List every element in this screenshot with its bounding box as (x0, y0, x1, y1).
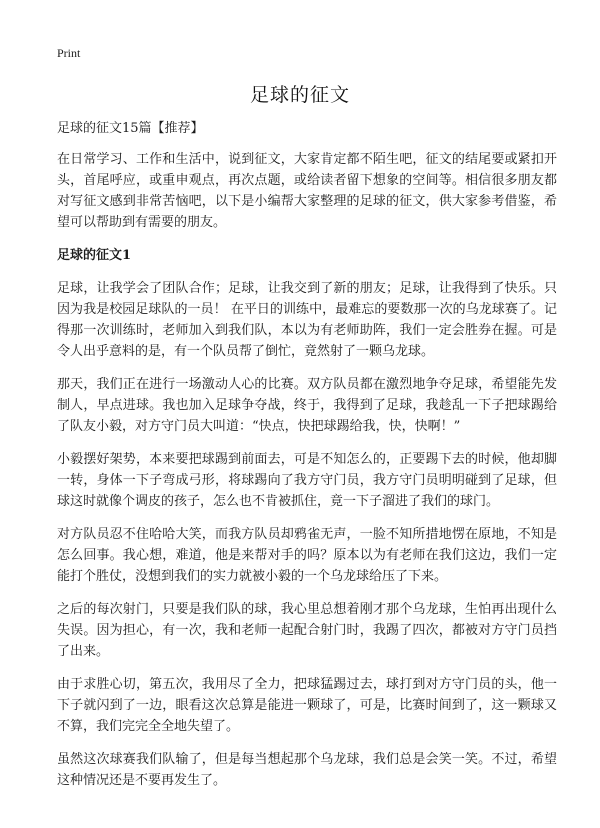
paragraph-1: 足球，让我学会了团队合作；足球，让我交到了新的朋友；足球，让我得到了快乐。只因为我是校园足球队的一员！ 在平日的训练中，最难忘的要数那一次的乌龙球赛了。记得那一次训练时，老师加入到我们队，本以为有老师助阵，我们一定会胜券在握。可是令人出乎意料的是，有一个队员帮了倒忙，竟然射了一颗乌龙球。 (57, 281, 557, 359)
section-heading: 足球的征文1 (57, 248, 132, 263)
paragraph-4: 对方队员忍不住哈哈大笑，而我方队员却鸦雀无声，一脸不知所措地愣在原地，不知是怎么回事。我心想，难道，他是来帮对手的吗？原本以为有老师在我们这边，我们一定能打个胜仗，没想到我们的实力就被小毅的一个乌龙球给压了下来。 (57, 527, 557, 584)
paragraph-3: 小毅摆好架势，本来要把球踢到前面去，可是不知怎么的，正要踢下去的时候，他却脚一转，身体一下子弯成弓形，将球踢向了我方守门员，我方守门员明明碰到了足球，但球这时就像个调皮的孩子，怎么也不肯被抓住，竟一下子溜进了我们的球门。 (57, 452, 557, 509)
document-body (57, 118, 557, 803)
intro-paragraph: 在日常学习、工作和生活中，说到征文，大家肯定都不陌生吧，征文的结尾要或紧扣开头，首尾呼应，或重申观点，再次点题，或给读者留下想象的空间等。相信很多朋友都对写征文感到非常苦恼吧，以下是小编帮大家整理的足球的征文，供大家参考借鉴，希望可以帮助到有需要的朋友。 (57, 152, 557, 230)
paragraph-5: 之后的每次射门，只要是我们队的球，我心里总想着刚才那个乌龙球，生怕再出现什么失误。因为担心，有一次，我和老师一起配合射门时，我踢了四次，都被对方守门员挡了出来。 (57, 602, 557, 659)
paragraph-2: 那天，我们正在进行一场激动人心的比赛。双方队员都在激烈地争夺足球，希望能先发制人，早点进球。我也加入足球争夺战，终于，我得到了足球，我趁乱一下子把球踢给了队友小毅，对方守门员大叫道：“快点，快把球踢给我，快，快啊！” (57, 377, 557, 434)
page-title: 足球的征文 (249, 84, 350, 106)
paragraph-6: 由于求胜心切，第五次，我用尽了全力，把球猛踢过去，球打到对方守门员的头，他一下子就闪到了一边，眼看这次总算是能进一颗球了，可是，比赛时间到了，这一颗球又不算，我们完完全全地失望了。 (57, 677, 557, 734)
print-label: Print (57, 46, 81, 60)
paragraph-7: 虽然这次球赛我们队输了，但是每当想起那个乌龙球，我们总是会笑一笑。不过，希望这种情况还是不要再发生了。 (57, 752, 557, 788)
document-subtitle: 足球的征文15篇【推荐】 (57, 121, 204, 136)
